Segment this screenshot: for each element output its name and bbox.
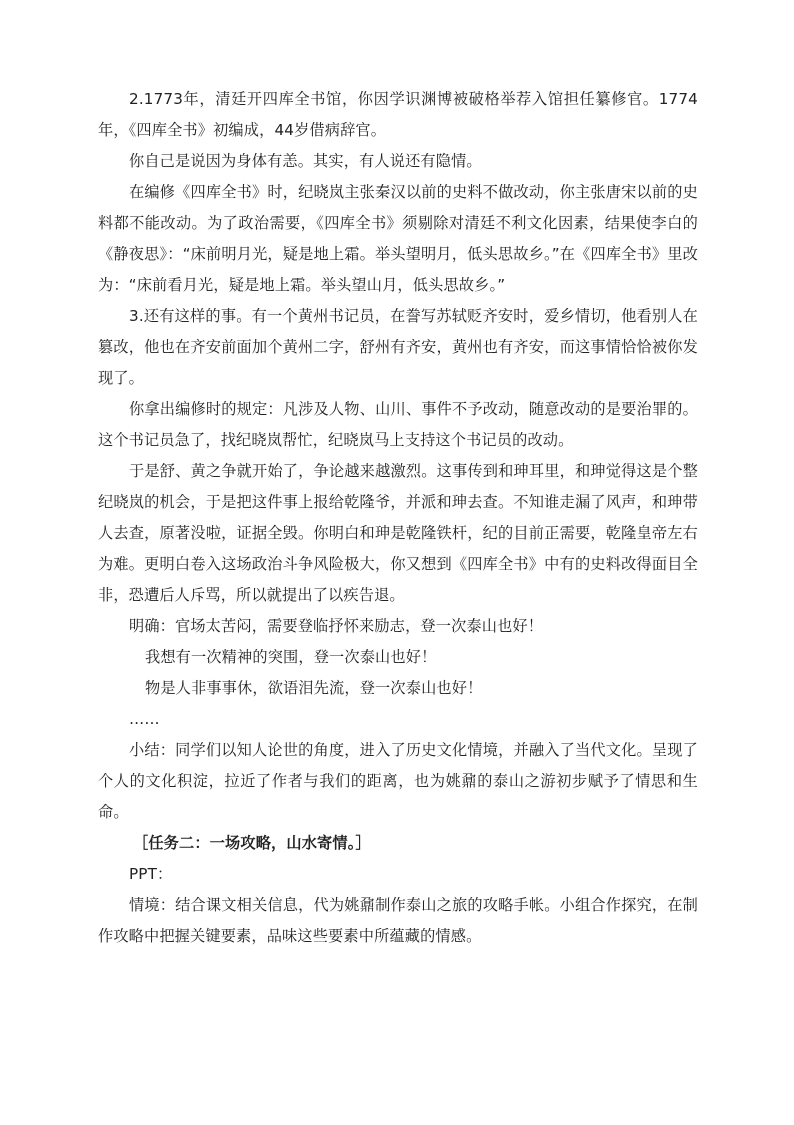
paragraph-situation: 情境：结合课文相关信息，代为姚鼐制作泰山之旅的攻略手帐。小组合作探究，在制作攻略中把握关键要素，品味这些要素中所蕴藏的情感。 [98, 896, 698, 945]
document-body [98, 84, 698, 952]
paragraph-shu-huang-dispute: 于是舒、黄之争就开始了，争论越来越激烈。这事传到和珅耳里，和珅觉得这是个整纪晓岚的机会，于是把这件事上报给乾隆爷，并派和珅去查。不知谁走漏了风声，和珅带人去查，原著没啦，证据全毁。你明白和珅是乾隆铁杆，纪的目前正需要，乾隆皇帝左右为难。更明白卷入这场政治斗争风险极大，你又想到《四库全书》中有的史料改得面目全非，恐遭后人斥骂，所以就提出了以疾告退。 [98, 462, 698, 604]
paragraph-huangzhou-clerk: 3.还有这样的事。有一个黄州书记员，在誊写苏轼贬齐安时，爱乡情切，他看别人在篡改，他也在齐安前面加个黄州二字，舒州有齐安，黄州也有齐安，而这事情恰恰被你发现了。 [98, 307, 698, 387]
paragraph-tears-first: 物是人非事事休，欲语泪先流，登一次泰山也好！ [145, 679, 483, 697]
paragraph-clarification: 明确：官场太苦闷，需要登临抒怀来励志，登一次泰山也好！ [129, 617, 544, 635]
paragraph-ppt-label: PPT： [129, 865, 173, 883]
paragraph-summary: 小结：同学们以知人论世的角度，进入了历史文化情境，并融入了当代文化。呈现了个人的文化积淀，拉近了作者与我们的距离，也为姚鼐的泰山之游初步赋予了情思和生命。 [98, 741, 698, 821]
paragraph-spiritual-breakout: 我想有一次精神的突围，登一次泰山也好！ [145, 648, 437, 666]
paragraph-editing-dispute: 在编修《四库全书》时，纪晓岚主张秦汉以前的史料不做改动，你主张唐宋以前的史料都不能改动。为了政治需要，《四库全书》须剔除对清廷不利文化因素，结果使李白的《静夜思》：“床前明月光，疑是地上霜。举头望明月，低头思故乡。”在《四库全书》里改为：“床前看月光，疑是地上霜。举头望山月，低头思故乡。” [98, 183, 698, 294]
paragraph-editing-rules: 你拿出编修时的规定：凡涉及人物、山川、事件不予改动，随意改动的是要治罪的。这个书记员急了，找纪晓岚帮忙，纪晓岚马上支持这个书记员的改动。 [98, 400, 698, 449]
paragraph-siku-appointment: 2.1773年，清廷开四库全书馆，你因学识渊博被破格举荐入馆担任纂修官。1774年，《四库全书》初编成，44岁借病辞官。 [98, 90, 698, 139]
paragraph-hidden-reason: 你自己是说因为身体有恙。其实，有人说还有隐情。 [129, 152, 482, 170]
task-two-heading: ［任务二：一场攻略，山水寄情。］ [133, 834, 371, 852]
paragraph-ellipsis: …… [129, 710, 160, 728]
